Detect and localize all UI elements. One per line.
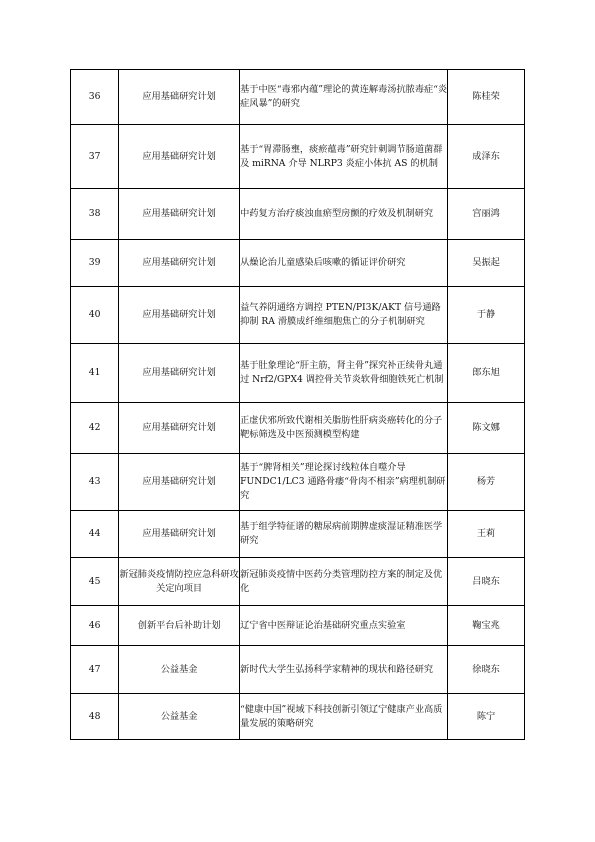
table-row xyxy=(71,125,525,189)
project-category: 应用基础研究计划 xyxy=(119,240,240,287)
project-category: 应用基础研究计划 xyxy=(119,70,240,125)
project-title: 基于“脾肾相关”理论探讨线粒体自噬介导 FUNDC1/LC3 通路骨痿“骨肉不相亲”病理机制研究 xyxy=(240,454,448,511)
project-title: 正虚伏邪所致代谢相关脂肪性肝病炎癌转化的分子靶标筛选及中医预测模型构建 xyxy=(240,403,448,454)
project-title: 基于肚象理论“肝主筋，肾主骨”探究补正续骨丸通过 Nrf2/GPX4 调控骨关节炎软骨细胞铁死亡机制 xyxy=(240,344,448,403)
table-row xyxy=(71,694,525,740)
project-leader: 宫丽鸿 xyxy=(448,189,525,240)
project-category: 新冠肺炎疫情防控应急科研攻关定向项目 xyxy=(119,558,240,606)
project-title: 基于“胃滞肠壅，痰瘀蕴毒”研究针刺调节肠道菌群及 miRNA 介导 NLRP3 炎症小体抗 AS 的机制 xyxy=(240,125,448,189)
table-row xyxy=(71,606,525,646)
row-number: 45 xyxy=(71,558,119,606)
row-number: 44 xyxy=(71,511,119,558)
project-leader: 王莉 xyxy=(448,511,525,558)
row-number: 42 xyxy=(71,403,119,454)
row-number: 48 xyxy=(71,694,119,740)
project-category: 应用基础研究计划 xyxy=(119,511,240,558)
project-title: “健康中国”视域下科技创新引领辽宁健康产业高质量发展的策略研究 xyxy=(240,694,448,740)
table-row xyxy=(71,287,525,344)
row-number: 41 xyxy=(71,344,119,403)
table-row xyxy=(71,403,525,454)
project-leader: 郎东旭 xyxy=(448,344,525,403)
project-leader: 徐晓东 xyxy=(448,646,525,694)
table-row xyxy=(71,558,525,606)
project-category: 创新平台后补助计划 xyxy=(119,606,240,646)
project-leader: 陈宁 xyxy=(448,694,525,740)
table-row xyxy=(71,240,525,287)
row-number: 40 xyxy=(71,287,119,344)
project-title: 中药复方治疗痰浊血瘀型房颤的疗效及机制研究 xyxy=(240,189,448,240)
project-category: 应用基础研究计划 xyxy=(119,125,240,189)
project-category: 公益基金 xyxy=(119,646,240,694)
project-category: 应用基础研究计划 xyxy=(119,287,240,344)
table-row xyxy=(71,646,525,694)
table-row xyxy=(71,511,525,558)
project-category: 应用基础研究计划 xyxy=(119,344,240,403)
project-leader: 成泽东 xyxy=(448,125,525,189)
project-table xyxy=(70,69,525,740)
project-leader: 鞠宝兆 xyxy=(448,606,525,646)
table-row xyxy=(71,454,525,511)
project-leader: 陈文娜 xyxy=(448,403,525,454)
row-number: 47 xyxy=(71,646,119,694)
row-number: 38 xyxy=(71,189,119,240)
project-leader: 吴振起 xyxy=(448,240,525,287)
project-title: 益气养阴通络方调控 PTEN/PI3K/AKT 信号通路抑制 RA 滑膜成纤维细胞焦亡的分子机制研究 xyxy=(240,287,448,344)
project-category: 应用基础研究计划 xyxy=(119,454,240,511)
row-number: 36 xyxy=(71,70,119,125)
row-number: 37 xyxy=(71,125,119,189)
project-title: 新时代大学生弘扬科学家精神的现状和路径研究 xyxy=(240,646,448,694)
row-number: 43 xyxy=(71,454,119,511)
project-title: 新冠肺炎疫情中医药分类管理防控方案的制定及优化 xyxy=(240,558,448,606)
table-row xyxy=(71,70,525,125)
project-category: 应用基础研究计划 xyxy=(119,189,240,240)
project-leader: 于静 xyxy=(448,287,525,344)
table-row xyxy=(71,189,525,240)
project-category: 应用基础研究计划 xyxy=(119,403,240,454)
project-table-body xyxy=(71,70,525,740)
project-leader: 杨芳 xyxy=(448,454,525,511)
project-title: 基于中医“毒邪内蕴”理论的黄连解毒汤抗脓毒症“炎症风暴”的研究 xyxy=(240,70,448,125)
project-leader: 吕晓东 xyxy=(448,558,525,606)
project-title: 辽宁省中医辩证论治基础研究重点实验室 xyxy=(240,606,448,646)
row-number: 39 xyxy=(71,240,119,287)
project-title: 基于组学特征谱的糖尿病前期脾虚痰湿证精准医学研究 xyxy=(240,511,448,558)
table-row xyxy=(71,344,525,403)
project-title: 从燥论治儿童感染后咳嗽的循证评价研究 xyxy=(240,240,448,287)
project-leader: 陈桂荣 xyxy=(448,70,525,125)
project-category: 公益基金 xyxy=(119,694,240,740)
row-number: 46 xyxy=(71,606,119,646)
